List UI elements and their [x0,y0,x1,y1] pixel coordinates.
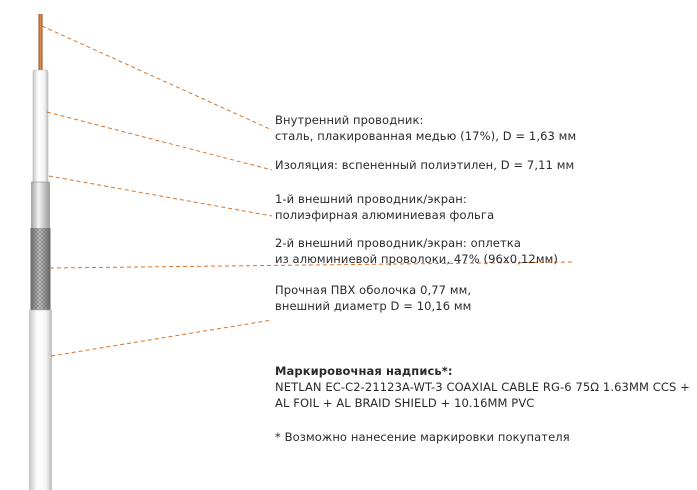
label-line: 1-й внешний проводник/экран: [275,192,467,206]
marking-block [275,363,690,411]
label-line: сталь, плакированная медью (17%), D = 1,63 мм [275,129,577,143]
pvc-jacket [30,310,52,490]
leader-foil [49,176,272,216]
leader-inner-conductor [42,26,272,130]
marking-line: AL FOIL + AL BRAID SHIELD + 10.16MM PVC [275,396,535,410]
center-conductor [39,14,43,72]
label-braid-shield [275,235,558,267]
dielectric-insulation [33,70,48,188]
marking-title: Маркировочная надпись*: [275,364,453,378]
marking-line: NETLAN EC-C2-21123A-WT-3 COAXIAL CABLE RG-6 75Ω 1.63MM CCS + [275,380,690,394]
label-line: внешний диаметр D = 10,16 мм [275,299,472,313]
label-line: из алюминиевой проволоки, 47% (96х0,12мм) [275,252,558,266]
label-pvc-jacket [275,282,471,314]
label-insulation [275,157,574,173]
label-line: 2-й внешний проводник/экран: оплетка [275,236,521,250]
leader-jacket [51,320,272,356]
label-line: Внутренний проводник: [275,113,424,127]
footnote: * Возможно нанесение маркировки покупателя [275,430,570,444]
label-foil-shield [275,191,494,223]
label-inner-conductor [275,112,576,144]
leader-insulation [47,112,272,170]
label-line: полиэфирная алюминиевая фольга [275,208,495,222]
label-line: Прочная ПВХ оболочка 0,77 мм, [275,283,472,297]
foil-shield [32,182,50,234]
label-line: Изоляция: вспененный полиэтилен, D = 7,11 мм [275,158,575,172]
